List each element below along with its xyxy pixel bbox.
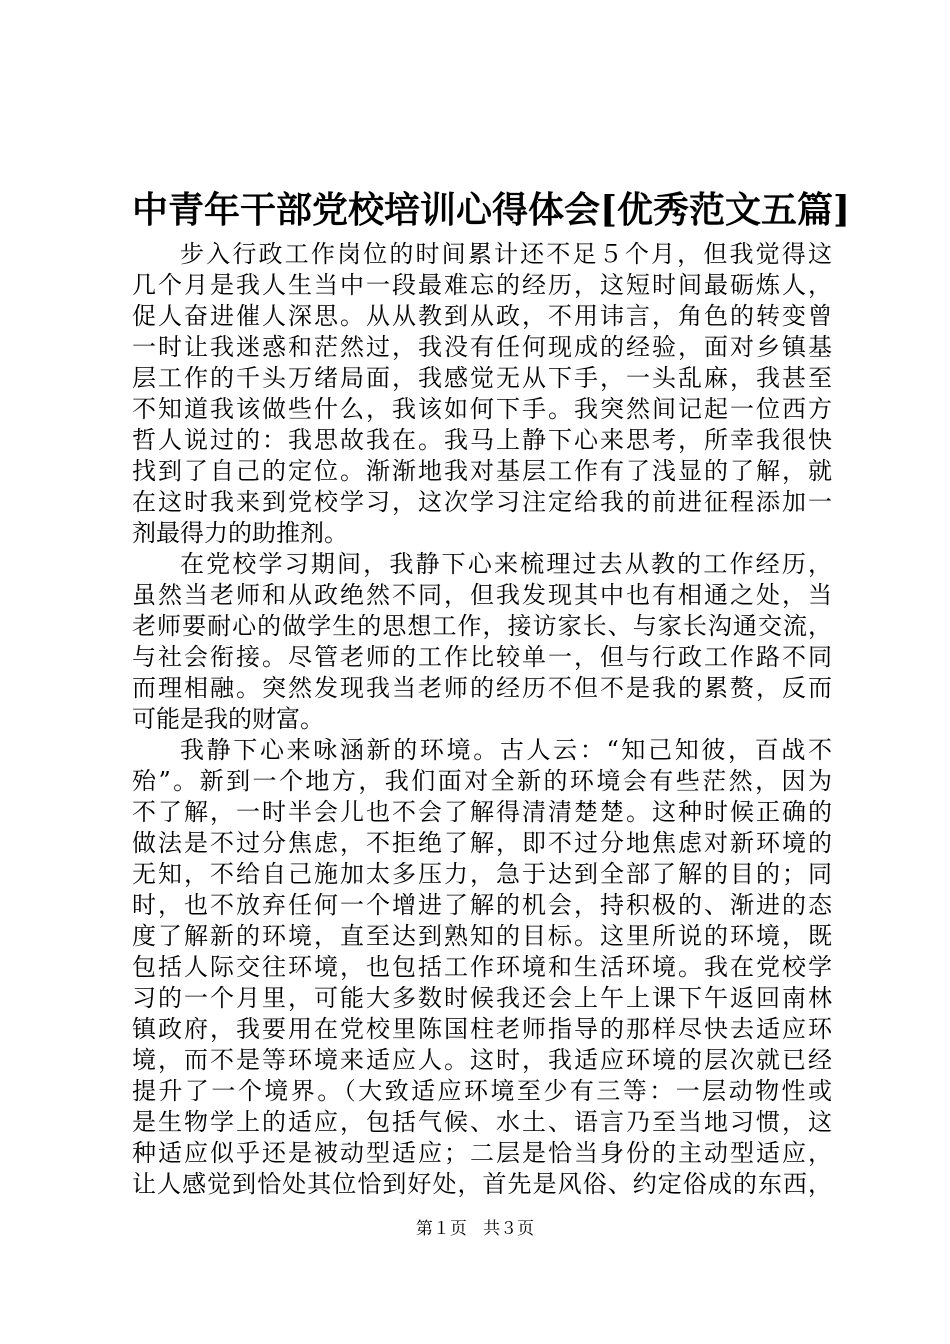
paragraph-line: 我静下心来咏涵新的环境。古人云：“知己知彼，百战不: [180, 736, 832, 764]
footer-spacer: [472, 1219, 477, 1239]
paragraph-line: 种适应似乎还是被动型适应；二层是恰当身份的主动型适应，: [132, 1139, 832, 1167]
page-number: 第１页: [415, 1219, 467, 1239]
paragraph-line: 步入行政工作岗位的时间累计还不足５个月，但我觉得这: [180, 240, 832, 268]
paragraph-line: 包括人际交往环境，也包括工作环境和生活环境。我在党校学: [132, 953, 832, 981]
paragraph-line: 在党校学习期间，我静下心来梳理过去从教的工作经历，: [180, 550, 832, 578]
paragraph-line: 可能是我的财富。: [132, 705, 324, 733]
paragraph-line: 不知道我该做些什么，我该如何下手。我突然间记起一位西方: [132, 395, 832, 423]
paragraph-line: 在这时我来到党校学习，这次学习注定给我的前进征程添加一: [132, 488, 832, 516]
paragraph-line: 层工作的千头万绪局面，我感觉无从下手，一头乱麻，我甚至: [132, 364, 832, 392]
document-body: [132, 239, 832, 1200]
paragraph-line: 殆”。新到一个地方，我们面对全新的环境会有些茫然，因为: [132, 767, 832, 795]
paragraph-line: 一时让我迷惑和茫然过，我没有任何现成的经验，面对乡镇基: [132, 333, 832, 361]
paragraph-line: 是生物学上的适应，包括气候、水土、语言乃至当地习惯，这: [132, 1108, 832, 1136]
paragraph-line: 让人感觉到恰处其位恰到好处，首先是风俗、约定俗成的东西，: [132, 1170, 832, 1198]
paragraph-line: 度了解新的环境，直至达到熟知的目标。这里所说的环境，既: [132, 922, 832, 950]
paragraph-line: 不了解，一时半会儿也不会了解得清清楚楚。这种时候正确的: [132, 798, 832, 826]
paragraph-line: 哲人说过的：我思故我在。我马上静下心来思考，所幸我很快: [132, 426, 832, 454]
paragraph-line: 虽然当老师和从政绝然不同，但我发现其中也有相通之处，当: [132, 581, 832, 609]
paragraph-line: 无知，不给自己施加太多压力，急于达到全部了解的目的；同: [132, 860, 832, 888]
document-title: 中青年干部党校培训心得体会[优秀范文五篇]: [132, 189, 851, 231]
paragraph-line: 镇政府，我要用在党校里陈国柱老师指导的那样尽快去适应环: [132, 1015, 832, 1043]
paragraph-line: 与社会衔接。尽管老师的工作比较单一，但与行政工作路不同: [132, 643, 832, 671]
paragraph-line: 做法是不过分焦虑，不拒绝了解，即不过分地焦虑对新环境的: [132, 829, 832, 857]
page-footer: [0, 1218, 950, 1240]
paragraph-line: 而理相融。突然发现我当老师的经历不但不是我的累赘，反而: [132, 674, 832, 702]
paragraph-line: 境，而不是等环境来适应人。这时，我适应环境的层次就已经: [132, 1046, 832, 1074]
paragraph-line: 提升了一个境界。（大致适应环境至少有三等：一层动物性或: [132, 1077, 832, 1105]
paragraph-line: 剂最得力的助推剂。: [132, 519, 348, 547]
paragraph-line: 习的一个月里，可能大多数时候我还会上午上课下午返回南林: [132, 984, 832, 1012]
paragraph-line: 促人奋进催人深思。从从教到从政，不用讳言，角色的转变曾: [132, 302, 832, 330]
paragraph-line: 几个月是我人生当中一段最难忘的经历，这短时间最砺炼人，: [132, 271, 832, 299]
page-total: 共３页: [483, 1219, 535, 1239]
paragraph-line: 时，也不放弃任何一个增进了解的机会，持积极的、渐进的态: [132, 891, 832, 919]
paragraph-line: 老师要耐心的做学生的思想工作，接访家长、与家长沟通交流，: [132, 612, 832, 640]
paragraph-line: 找到了自己的定位。渐渐地我对基层工作有了浅显的了解，就: [132, 457, 832, 485]
